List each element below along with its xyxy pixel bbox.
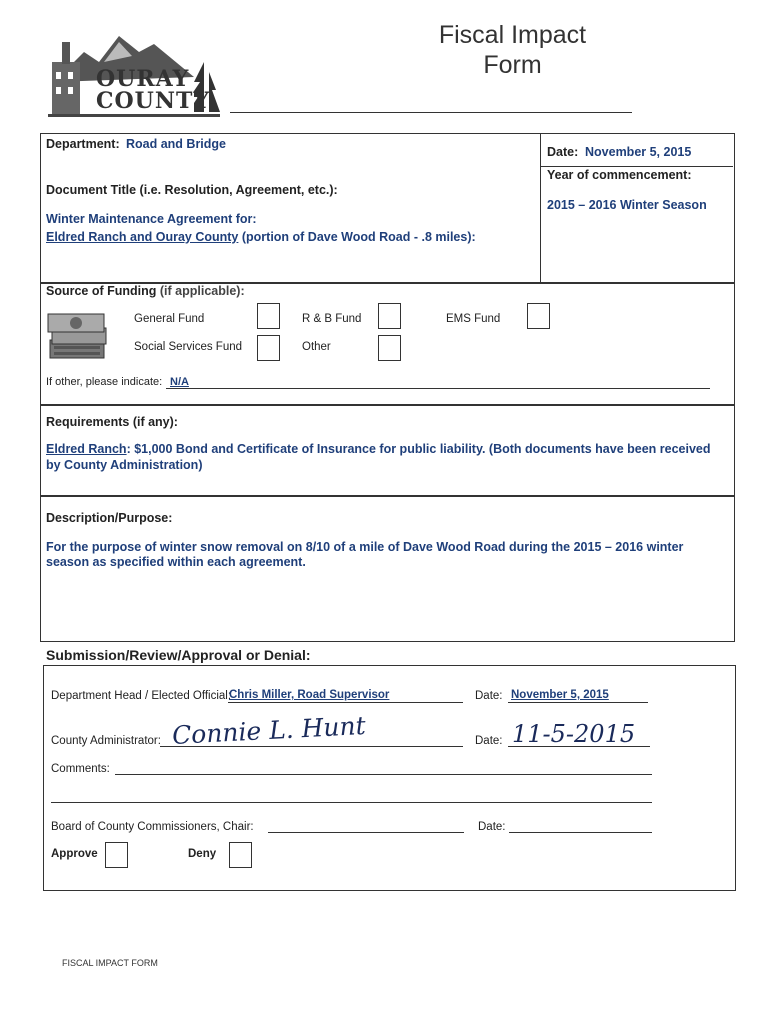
approve-checkbox[interactable]: [105, 842, 128, 868]
other-indicate-label: If other, please indicate:: [46, 376, 163, 388]
logo-line-1: OURAY: [96, 66, 190, 92]
date-label: Date:: [547, 145, 579, 159]
deny-checkbox[interactable]: [229, 842, 252, 868]
year-value[interactable]: 2015 – 2016 Winter Season: [547, 198, 707, 212]
county-admin-signature[interactable]: Connie L. Hunt: [171, 710, 367, 751]
document-title-label: Document Title (i.e. Resolution, Agreement, etc.):: [46, 183, 338, 197]
document-title-line-2[interactable]: [46, 230, 476, 244]
description-line-1[interactable]: For the purpose of winter snow removal on 8/10 of a mile of Dave Wood Road during the 2015 – 2016 winter: [46, 540, 684, 554]
county-admin-date-line: [508, 746, 650, 747]
date-value[interactable]: November 5, 2015: [585, 145, 692, 159]
dept-head-value[interactable]: Chris Miller, Road Supervisor: [229, 689, 390, 701]
comments-line-2: [51, 802, 652, 803]
requirements-text-line-1[interactable]: [46, 442, 711, 456]
document-title-underlined: Eldred Ranch and Ouray County: [46, 230, 239, 244]
requirements-lead: Eldred Ranch: [46, 442, 127, 456]
county-admin-date-value[interactable]: 11-5-2015: [512, 720, 636, 748]
ems-fund-checkbox[interactable]: [527, 303, 550, 329]
county-admin-date-label: Date:: [475, 735, 503, 747]
date-divider-vertical: [540, 133, 541, 283]
submission-heading: Submission/Review/Approval or Denial:: [46, 647, 311, 663]
requirements-text: : $1,000 Bond and Certificate of Insurance for public liability. (Both documents have been received: [126, 442, 711, 456]
footer-text: FISCAL IMPACT FORM: [62, 958, 158, 968]
description-line-2[interactable]: season as specified within each agreement.: [46, 555, 306, 569]
year-label: Year of commencement:: [547, 168, 692, 182]
dept-head-line: [228, 702, 463, 703]
county-logo: [44, 22, 222, 118]
requirements-text-line-2[interactable]: by County Administration): [46, 458, 203, 472]
county-admin-label: County Administrator:: [51, 735, 161, 747]
approve-label: Approve: [51, 848, 98, 860]
dept-head-date-line: [508, 702, 648, 703]
date-divider-horizontal: [540, 166, 733, 167]
description-label: Description/Purpose:: [46, 511, 173, 525]
dept-head-date-value[interactable]: November 5, 2015: [511, 689, 609, 701]
other-indicate-row: [46, 376, 162, 388]
form-title-line-2: Form: [483, 51, 542, 79]
board-date-label: Date:: [478, 821, 506, 833]
other-indicate-value[interactable]: N/A: [170, 376, 189, 388]
dept-head-date-label: Date:: [475, 690, 503, 702]
other-indicate-line: [166, 388, 710, 389]
other-label: Other: [302, 341, 331, 353]
other-checkbox[interactable]: [378, 335, 401, 361]
requirements-label: Requirements (if any):: [46, 415, 178, 429]
general-fund-checkbox[interactable]: [257, 303, 280, 329]
rb-fund-checkbox[interactable]: [378, 303, 401, 329]
general-fund-label: General Fund: [134, 313, 205, 325]
department-label: Department:: [46, 137, 120, 151]
county-admin-line: [160, 746, 463, 747]
document-title-line-1[interactable]: Winter Maintenance Agreement for:: [46, 212, 257, 226]
ems-fund-label: EMS Fund: [446, 313, 501, 325]
board-line: [268, 832, 464, 833]
logo-line-2: COUNTY: [96, 88, 211, 114]
deny-label: Deny: [188, 848, 217, 860]
dept-head-label: Department Head / Elected Official:: [51, 690, 232, 702]
comments-label: Comments:: [51, 763, 110, 775]
social-services-label: Social Services Fund: [134, 341, 243, 353]
department-value[interactable]: Road and Bridge: [126, 137, 227, 151]
document-title-rest: (portion of Dave Wood Road - .8 miles):: [238, 230, 476, 244]
board-label: Board of County Commissioners, Chair:: [51, 821, 254, 833]
money-icon: [46, 306, 108, 364]
board-date-line: [509, 832, 652, 833]
social-services-checkbox[interactable]: [257, 335, 280, 361]
rb-fund-label: R & B Fund: [302, 313, 362, 325]
funding-label: Source of Funding (if applicable):: [46, 284, 245, 298]
form-title-line-1: Fiscal Impact: [438, 21, 587, 49]
form-title: [400, 20, 625, 80]
comments-line-1: [115, 774, 652, 775]
header-rule: [230, 112, 632, 113]
